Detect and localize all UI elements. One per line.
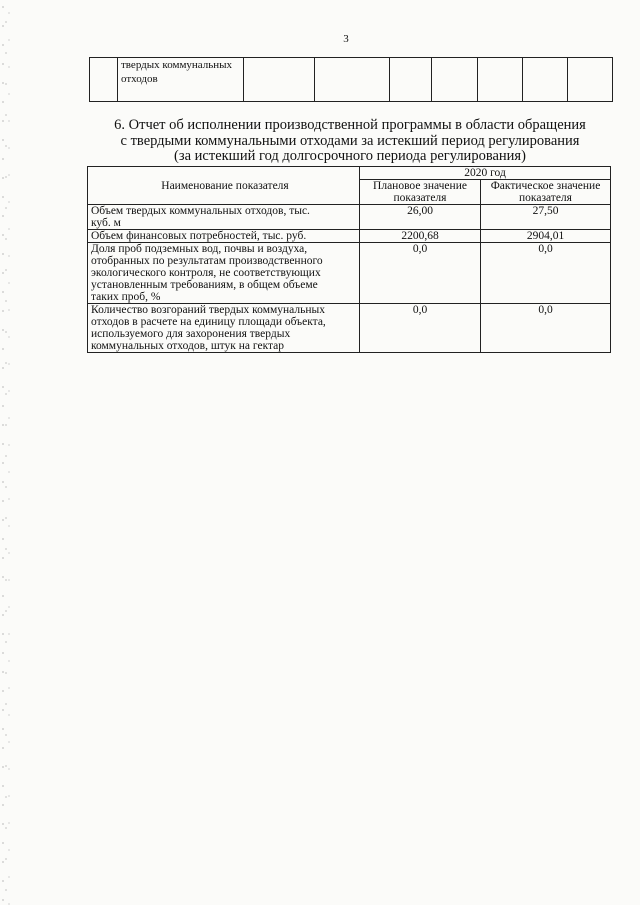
row-name: Количество возгораний твердых коммунальных отходов в расчете на единицу площади объекта, используемого для захоронения твердых коммунальных отходов, штук на гектар	[88, 304, 360, 353]
table-cell	[390, 58, 432, 102]
row-actual: 0,0	[481, 243, 611, 304]
row-name: Доля проб подземных вод, почвы и воздуха, отобранных по результатам производственного экологического контроля, не соответствующих установленным требованиям, в общем объеме таких проб, %	[88, 243, 360, 304]
row-planned: 26,00	[360, 205, 481, 230]
header-actual: Фактическое значение показателя	[481, 180, 611, 205]
header-name: Наименование показателя	[88, 167, 360, 205]
row-name: Объем финансовых потребностей, тыс. руб.	[88, 230, 360, 243]
table-cell	[568, 58, 613, 102]
row-planned: 2200,68	[360, 230, 481, 243]
row-planned: 0,0	[360, 243, 481, 304]
table-row	[90, 58, 613, 102]
section-title-line: (за истекший год долгосрочного периода регулирования)	[174, 148, 526, 164]
table-cell	[244, 58, 315, 102]
table-cell: твердых коммунальных отходов	[118, 58, 244, 102]
table-cell	[432, 58, 478, 102]
row-actual: 0,0	[481, 304, 611, 353]
header-year: 2020 год	[360, 167, 611, 180]
section-title	[90, 118, 610, 165]
table-cell	[523, 58, 568, 102]
table-row	[88, 243, 611, 304]
table-cell	[90, 58, 118, 102]
row-name: Объем твердых коммунальных отходов, тыс. куб. м	[88, 205, 360, 230]
carryover-table	[89, 57, 613, 102]
row-actual: 27,50	[481, 205, 611, 230]
section-title-line: с твердыми коммунальными отходами за истекший период регулирования	[120, 132, 580, 149]
table-row	[88, 230, 611, 243]
section-title-line: 6. Отчет об исполнении производственной программы в области обращения	[114, 117, 586, 133]
header-planned: Плановое значение показателя	[360, 180, 481, 205]
table-row	[88, 205, 611, 230]
row-actual: 2904,01	[481, 230, 611, 243]
row-planned: 0,0	[360, 304, 481, 353]
page-number: 3	[343, 33, 349, 45]
scan-edge	[0, 0, 14, 905]
report-table	[87, 166, 611, 353]
header-row	[88, 167, 611, 180]
table-row	[88, 304, 611, 353]
table-cell	[315, 58, 390, 102]
table-cell	[478, 58, 523, 102]
